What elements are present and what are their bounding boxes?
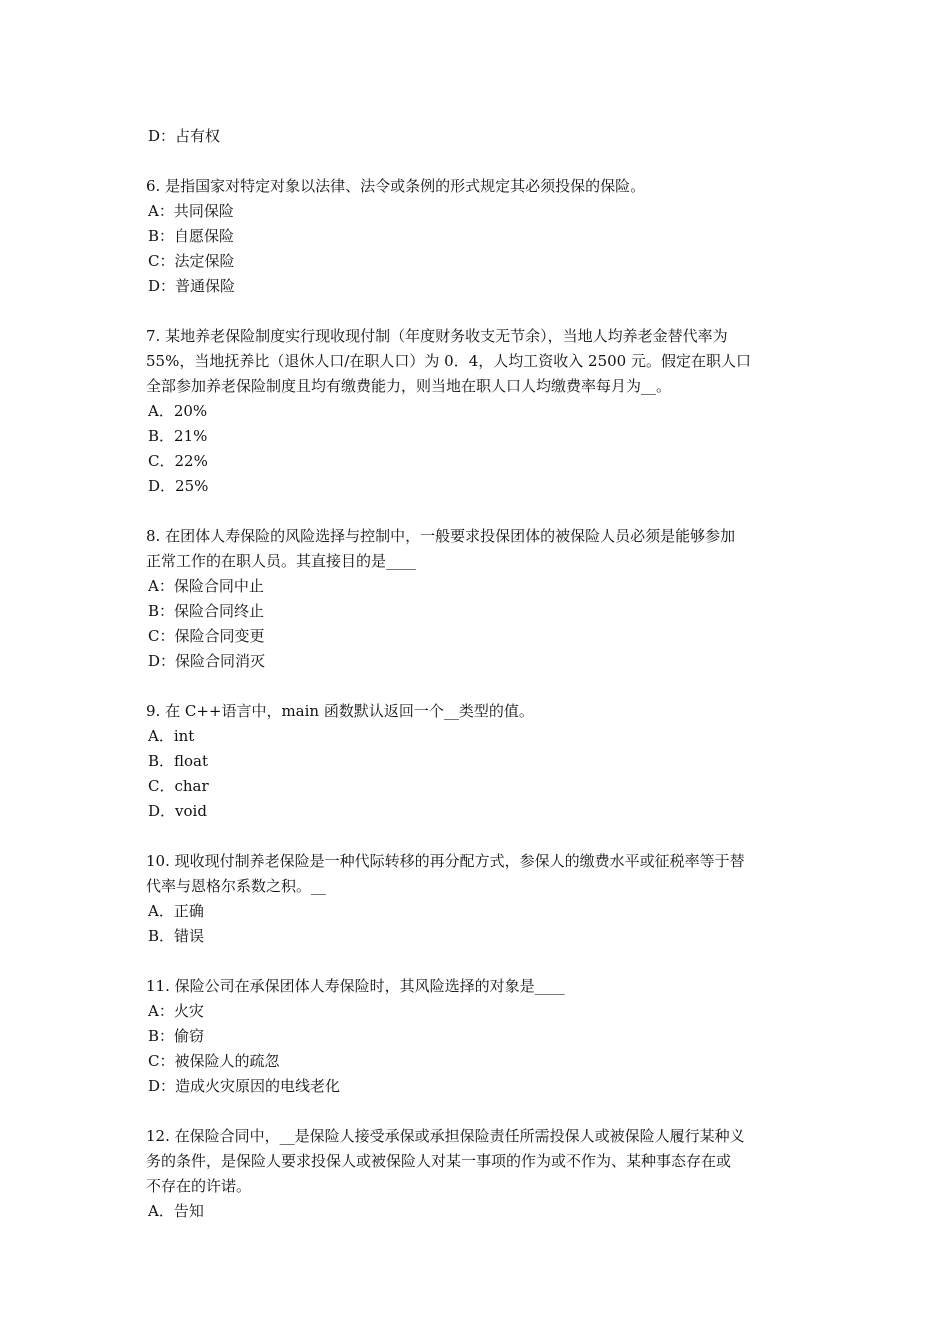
option-c: C：法定保险 xyxy=(148,252,235,270)
question-stem: 9. 在 C++语言中，main 函数默认返回一个__类型的值。 xyxy=(146,702,534,720)
option-c: C：保险合同变更 xyxy=(148,627,265,645)
option-b: B．21% xyxy=(148,427,208,445)
option-a: A：共同保险 xyxy=(148,202,234,220)
option-c: C：被保险人的疏忽 xyxy=(148,1052,280,1070)
option-d: D：造成火灾原因的电线老化 xyxy=(148,1077,341,1095)
question-12 xyxy=(146,1124,810,1224)
option-a: A．int xyxy=(148,727,195,745)
question-7 xyxy=(146,324,810,499)
option-b: B．float xyxy=(148,752,209,770)
option-b: B：自愿保险 xyxy=(148,227,235,245)
option-d: D．void xyxy=(148,802,207,820)
option-a: A．正确 xyxy=(148,902,204,920)
option-d: D：保险合同消灭 xyxy=(148,652,266,670)
question-stem: 11. 保险公司在承保团体人寿保险时，其风险选择的对象是____ xyxy=(146,977,565,995)
question-stem: 6. 是指国家对特定对象以法律、法令或条例的形式规定其必须投保的保险。 xyxy=(146,177,646,195)
question-stem: 12. 在保险合同中，__是保险人接受承保或承担保险责任所需投保人或被保险人履行某种义 xyxy=(146,1127,745,1145)
option-a: A：火灾 xyxy=(148,1002,204,1020)
question-stem: 正常工作的在职人员。其直接目的是____ xyxy=(146,552,417,570)
question-stem: 7. 某地养老保险制度实行现收现付制（年度财务收支无节余），当地人均养老金替代率为 xyxy=(146,327,728,345)
option-b: B．错误 xyxy=(148,927,205,945)
question-stem: 10. 现收现付制养老保险是一种代际转移的再分配方式，参保人的缴费水平或征税率等于替 xyxy=(146,852,745,870)
option-a: A：保险合同中止 xyxy=(148,577,264,595)
option-b: B：保险合同终止 xyxy=(148,602,265,620)
question-stem: 55%，当地抚养比（退休人口/在职人口）为 0．4，人均工资收入 2500 元。假定在职人口 xyxy=(146,352,751,370)
option-q5-d: D：占有权 xyxy=(148,127,221,145)
option-b: B：偷窃 xyxy=(148,1027,205,1045)
option-a: A．20% xyxy=(148,402,208,420)
question-stem: 全部参加养老保险制度且均有缴费能力，则当地在职人口人均缴费率每月为__。 xyxy=(146,377,672,395)
question-stem: 不存在的许诺。 xyxy=(146,1177,252,1195)
question-stem: 务的条件，是保险人要求投保人或被保险人对某一事项的作为或不作为、某种事态存在或 xyxy=(146,1152,732,1170)
question-8 xyxy=(146,524,810,674)
question-9 xyxy=(146,699,810,824)
option-c: C．char xyxy=(148,777,209,795)
option-d: D．25% xyxy=(148,477,209,495)
question-10 xyxy=(146,849,810,949)
option-c: C．22% xyxy=(148,452,208,470)
question-stem: 8. 在团体人寿保险的风险选择与控制中，一般要求投保团体的被保险人员必须是能够参加 xyxy=(146,527,736,545)
question-11 xyxy=(146,974,810,1099)
question-stem: 代率与恩格尔系数之积。__ xyxy=(146,877,327,895)
option-a: A．告知 xyxy=(148,1202,204,1220)
question-6 xyxy=(146,174,810,299)
document-page xyxy=(146,124,810,1224)
option-d: D：普通保险 xyxy=(148,277,236,295)
